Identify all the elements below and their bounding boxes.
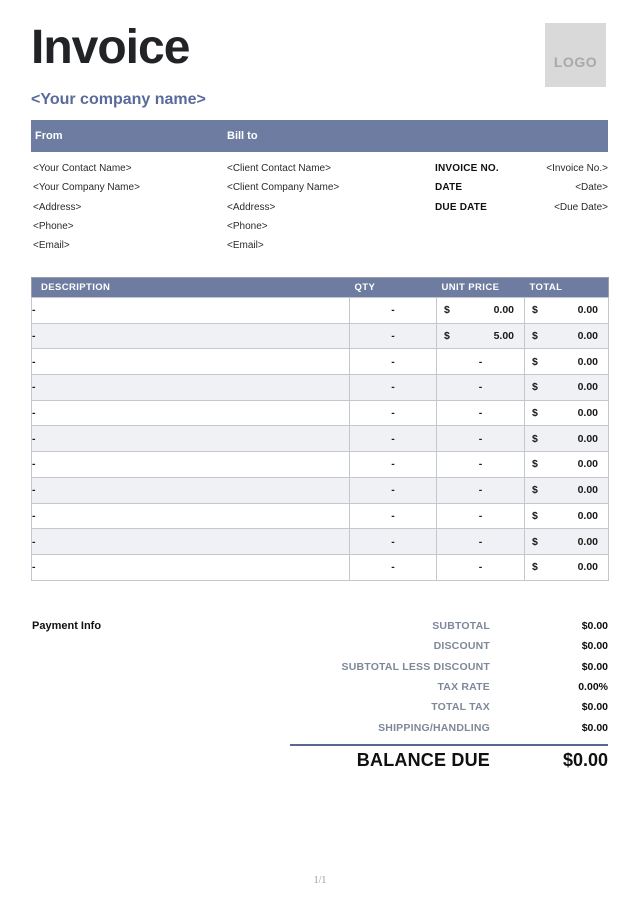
invoice-meta-label: DATE xyxy=(435,182,463,194)
summary-line xyxy=(280,657,608,677)
item-qty-cell: - xyxy=(350,298,437,324)
bill-to-field: <Client Company Name> xyxy=(227,182,340,194)
currency-symbol: $ xyxy=(532,509,538,522)
bill-to-header-label: Bill to xyxy=(227,130,258,142)
bill-to-field: <Phone> xyxy=(227,221,268,233)
item-total-cell xyxy=(525,477,609,503)
party-field-row xyxy=(31,217,608,236)
table-row xyxy=(32,529,609,555)
summary-line-label: SHIPPING/HANDLING xyxy=(378,721,490,734)
payment-info-label: Payment Info xyxy=(32,620,102,632)
item-total-cell xyxy=(525,349,609,375)
col-header-total: TOTAL xyxy=(525,278,609,298)
from-field: <Email> xyxy=(33,240,70,252)
items-table xyxy=(31,277,609,581)
item-total-cell xyxy=(525,452,609,478)
item-unit-price-cell: - xyxy=(437,477,525,503)
amount: 0.00 xyxy=(577,407,598,420)
amount: 5.00 xyxy=(493,330,514,343)
item-description-cell: - xyxy=(32,477,350,503)
currency-symbol: $ xyxy=(444,304,450,317)
currency-symbol: $ xyxy=(532,407,538,420)
summary-line-value: $0.00 xyxy=(581,660,608,673)
summary-line xyxy=(280,677,608,697)
from-header-label: From xyxy=(35,130,63,142)
table-row xyxy=(32,323,609,349)
item-qty-cell: - xyxy=(350,400,437,426)
balance-due-row xyxy=(280,750,608,771)
party-field-row xyxy=(31,198,608,217)
balance-due-value: $0.00 xyxy=(562,750,608,770)
item-total-cell xyxy=(525,554,609,580)
amount: 0.00 xyxy=(577,484,598,497)
amount: 0.00 xyxy=(577,535,598,548)
item-unit-price-cell: - xyxy=(437,529,525,555)
item-qty-cell: - xyxy=(350,375,437,401)
party-fields xyxy=(31,159,608,255)
invoice-meta-label: DUE DATE xyxy=(435,201,487,213)
currency-symbol: $ xyxy=(532,381,538,394)
item-qty-cell: - xyxy=(350,323,437,349)
table-row xyxy=(32,400,609,426)
from-field: <Your Company Name> xyxy=(33,182,140,194)
party-field-row xyxy=(31,236,608,255)
table-row xyxy=(32,554,609,580)
item-unit-price-cell xyxy=(437,323,525,349)
bill-to-field: <Client Contact Name> xyxy=(227,163,331,175)
bill-to-field: <Address> xyxy=(227,201,276,213)
summary-line-value: $0.00 xyxy=(581,620,608,633)
item-description-cell: - xyxy=(32,298,350,324)
item-description-cell: - xyxy=(32,554,350,580)
amount: 0.00 xyxy=(493,304,514,317)
item-description-cell: - xyxy=(32,400,350,426)
table-row xyxy=(32,349,609,375)
invoice-meta-value: <Due Date> xyxy=(554,201,608,213)
summary-line-label: TAX RATE xyxy=(437,681,490,694)
logo-placeholder xyxy=(545,23,606,87)
amount: 0.00 xyxy=(577,355,598,368)
page-indicator: 1/1 xyxy=(313,875,327,886)
balance-due-label: BALANCE DUE xyxy=(356,750,490,770)
invoice-meta-value: <Date> xyxy=(575,182,608,194)
item-unit-price-cell: - xyxy=(437,426,525,452)
item-total-cell xyxy=(525,400,609,426)
currency-symbol: $ xyxy=(532,432,538,445)
bill-to-field: <Email> xyxy=(227,240,264,252)
from-field: <Address> xyxy=(33,201,82,213)
amount: 0.00 xyxy=(577,561,598,574)
currency-symbol: $ xyxy=(532,561,538,574)
amount: 0.00 xyxy=(577,330,598,343)
item-qty-cell: - xyxy=(350,349,437,375)
item-total-cell xyxy=(525,375,609,401)
item-qty-cell: - xyxy=(350,426,437,452)
item-unit-price-cell: - xyxy=(437,400,525,426)
currency-symbol: $ xyxy=(444,330,450,343)
item-unit-price-cell: - xyxy=(437,349,525,375)
summary-line xyxy=(280,717,608,737)
amount: 0.00 xyxy=(577,432,598,445)
item-description-cell: - xyxy=(32,529,350,555)
summary-line-label: SUBTOTAL LESS DISCOUNT xyxy=(341,660,490,673)
table-row xyxy=(32,503,609,529)
table-row xyxy=(32,375,609,401)
currency-symbol: $ xyxy=(532,458,538,471)
currency-symbol: $ xyxy=(532,484,538,497)
currency-symbol: $ xyxy=(532,535,538,548)
summary-line-label: DISCOUNT xyxy=(433,640,490,653)
items-table-body xyxy=(32,298,609,581)
from-field: <Your Contact Name> xyxy=(33,163,132,175)
item-total-cell xyxy=(525,426,609,452)
item-total-cell xyxy=(525,529,609,555)
currency-symbol: $ xyxy=(532,330,538,343)
company-name: <Your company name> xyxy=(31,91,206,108)
item-qty-cell: - xyxy=(350,452,437,478)
summary-line xyxy=(280,697,608,717)
summary-line-value: $0.00 xyxy=(581,721,608,734)
summary-lines xyxy=(280,616,608,738)
summary-line-value: $0.00 xyxy=(581,701,608,714)
party-field-row xyxy=(31,178,608,197)
col-header-qty: QTY xyxy=(350,278,437,298)
item-description-cell: - xyxy=(32,426,350,452)
item-unit-price-cell: - xyxy=(437,503,525,529)
currency-symbol: $ xyxy=(532,355,538,368)
logo-text: LOGO xyxy=(553,54,598,70)
summary-line-value: 0.00% xyxy=(578,681,608,694)
item-qty-cell: - xyxy=(350,554,437,580)
item-description-cell: - xyxy=(32,452,350,478)
summary-line-label: TOTAL TAX xyxy=(431,701,490,714)
amount: 0.00 xyxy=(577,304,598,317)
summary-line-label: SUBTOTAL xyxy=(432,620,490,633)
balance-divider xyxy=(290,744,608,746)
page-title: Invoice xyxy=(31,21,190,74)
table-row xyxy=(32,477,609,503)
party-header-bar xyxy=(31,120,608,152)
from-field: <Phone> xyxy=(33,221,74,233)
party-field-row xyxy=(31,159,608,178)
amount: 0.00 xyxy=(577,509,598,522)
item-description-cell: - xyxy=(32,375,350,401)
item-qty-cell: - xyxy=(350,477,437,503)
item-unit-price-cell: - xyxy=(437,452,525,478)
item-qty-cell: - xyxy=(350,529,437,555)
table-row xyxy=(32,298,609,324)
item-total-cell xyxy=(525,323,609,349)
item-description-cell: - xyxy=(32,503,350,529)
item-description-cell: - xyxy=(32,323,350,349)
summary-line xyxy=(280,616,608,636)
summary-line-value: $0.00 xyxy=(581,640,608,653)
amount: 0.00 xyxy=(577,458,598,471)
item-total-cell xyxy=(525,503,609,529)
items-table-header xyxy=(32,278,609,298)
invoice-meta-value: <Invoice No.> xyxy=(546,163,608,175)
table-row xyxy=(32,452,609,478)
item-total-cell xyxy=(525,298,609,324)
item-description-cell: - xyxy=(32,349,350,375)
item-unit-price-cell: - xyxy=(437,554,525,580)
currency-symbol: $ xyxy=(532,304,538,317)
col-header-unit-price: UNIT PRICE xyxy=(437,278,525,298)
amount: 0.00 xyxy=(577,381,598,394)
invoice-meta-label: INVOICE NO. xyxy=(435,163,499,175)
table-row xyxy=(32,426,609,452)
col-header-description: DESCRIPTION xyxy=(32,278,350,298)
item-unit-price-cell xyxy=(437,298,525,324)
item-unit-price-cell: - xyxy=(437,375,525,401)
summary-line xyxy=(280,636,608,656)
item-qty-cell: - xyxy=(350,503,437,529)
